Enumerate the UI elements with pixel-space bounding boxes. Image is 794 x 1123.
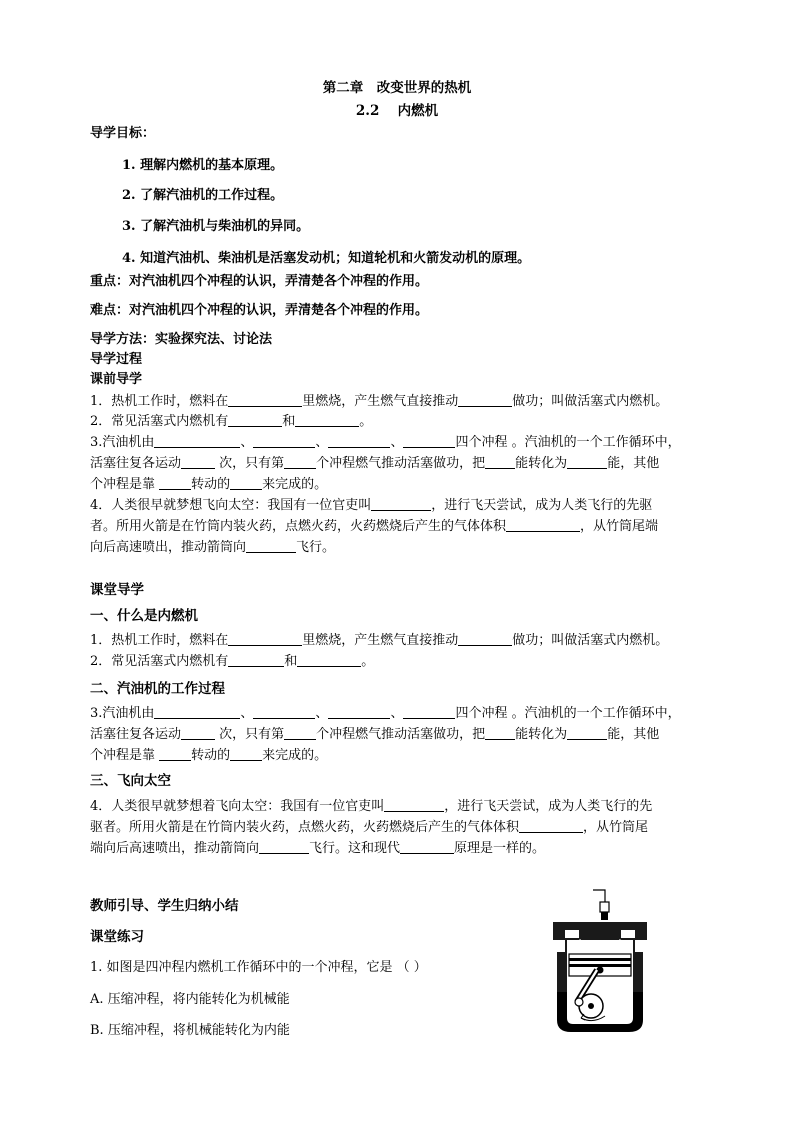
fill-blank[interactable] [328, 435, 390, 448]
practice-heading: 课堂练习 [90, 929, 144, 945]
pre-question-2: 2．常见活塞式内燃机有 和 。 [90, 414, 373, 429]
goal-item-2: 2. 了解汽油机的工作过程。 [122, 188, 284, 203]
fill-blank[interactable] [228, 654, 284, 667]
fill-blank[interactable] [253, 706, 315, 719]
pre-question-3-line-2: 活塞往复各运动 次，只有第 个冲程燃气推动活塞做功，把 能转化为 能，其他 [90, 456, 660, 471]
pre-heading: 课前导学 [90, 372, 143, 387]
fill-blank[interactable] [567, 727, 607, 740]
summary-heading: 教师引导、学生归纳小结 [90, 898, 239, 914]
option-a: A. 压缩冲程，将内能转化为机械能 [90, 992, 290, 1007]
fill-blank[interactable] [253, 435, 315, 448]
class-question-3-line-2: 活塞往复各运动 次，只有第 个冲程燃气推动活塞做功，把 能转化为 能，其他 [90, 727, 660, 742]
fill-blank[interactable] [230, 477, 262, 490]
fill-blank[interactable] [458, 633, 512, 646]
fill-blank[interactable] [181, 456, 215, 469]
fill-blank[interactable] [567, 456, 607, 469]
fill-blank[interactable] [403, 706, 455, 719]
fill-blank[interactable] [181, 727, 215, 740]
process-heading: 导学过程 [90, 352, 143, 367]
fill-blank[interactable] [458, 394, 512, 407]
pre-question-4-line-2: 者。所用火箭是在竹筒内装火药，点燃火药，火药燃烧后产生的气体体积 ，从竹筒尾端 [90, 519, 659, 534]
class-question-1: 1．热机工作时，燃料在 里燃烧，产生燃气直接推动 做功；叫做活塞式内燃机。 [90, 633, 669, 648]
fill-blank[interactable] [228, 633, 302, 646]
pre-question-3: 3.汽油机由 、 、 、 四个冲程 。汽油机的一个工作循环中， [90, 435, 681, 450]
fill-blank[interactable] [159, 748, 191, 761]
fill-blank[interactable] [297, 654, 361, 667]
fill-blank[interactable] [228, 394, 302, 407]
class-heading: 课堂导学 [90, 582, 144, 598]
engine-cylinder-diagram [549, 888, 651, 1034]
pre-question-3-line-3: 个冲程是靠 转动的 来完成的。 [90, 477, 328, 492]
pre-question-4: 4．人类很早就梦想飞向太空：我国有一位官吏叫 ，进行飞天尝试，成为人类飞行的先驱 [90, 498, 653, 513]
fill-blank[interactable] [384, 799, 444, 812]
part-3-heading: 三、飞向太空 [90, 773, 171, 789]
fill-blank[interactable] [246, 540, 296, 553]
class-question-3: 3.汽油机由 、 、 、 四个冲程 。汽油机的一个工作循环中， [90, 706, 681, 721]
fill-blank[interactable] [228, 414, 282, 427]
part-2-heading: 二、汽油机的工作过程 [90, 681, 225, 697]
fill-blank[interactable] [230, 748, 262, 761]
fill-blank[interactable] [295, 414, 359, 427]
difficulty: 难点：对汽油机四个冲程的认识，弄清楚各个冲程的作用。 [90, 303, 429, 318]
fill-blank[interactable] [400, 841, 454, 854]
chapter-title: 第二章 改变世界的热机 [322, 80, 472, 96]
key-point: 重点：对汽油机四个冲程的认识，弄清楚各个冲程的作用。 [90, 274, 429, 289]
pre-question-1: 1．热机工作时，燃料在 里燃烧，产生燃气直接推动 做功；叫做活塞式内燃机。 [90, 394, 669, 409]
class-question-2: 2．常见活塞式内燃机有 和 。 [90, 654, 375, 669]
class-question-4: 4．人类很早就梦想着飞向太空：我国有一位官吏叫 ，进行飞天尝试，成为人类飞行的先 [90, 799, 653, 814]
fill-blank[interactable] [371, 498, 431, 511]
part-1-heading: 一、什么是内燃机 [90, 608, 198, 624]
class-question-4-line-3: 端向后高速喷出，推动箭筒向 飞行。这和现代 原理是一样的。 [90, 841, 546, 856]
method: 导学方法：实验探究法、讨论法 [90, 332, 273, 347]
fill-blank[interactable] [506, 519, 580, 532]
practice-question-1: 1. 如图是四冲程内燃机工作循环中的一个冲程，它是 （ ） [90, 960, 427, 975]
fill-blank[interactable] [159, 477, 191, 490]
pre-question-4-line-3: 向后高速喷出，推动箭筒向 飞行。 [90, 540, 336, 555]
option-b: B. 压缩冲程，将机械能转化为内能 [90, 1023, 290, 1038]
fill-blank[interactable] [154, 435, 240, 448]
fill-blank[interactable] [328, 706, 390, 719]
fill-blank[interactable] [403, 435, 455, 448]
section-title: 2.2 内燃机 [355, 103, 439, 119]
fill-blank[interactable] [284, 456, 316, 469]
fill-blank[interactable] [259, 841, 309, 854]
fill-blank[interactable] [154, 706, 240, 719]
class-question-4-line-2: 驱者。所用火箭是在竹筒内装火药，点燃火药，火药燃烧后产生的气体体积 ，从竹筒尾 [90, 820, 649, 835]
goal-item-4: 4. 知道汽油机、柴油机是活塞发动机；知道轮机和火箭发动机的原理。 [122, 251, 531, 266]
fill-blank[interactable] [485, 456, 515, 469]
fill-blank[interactable] [485, 727, 515, 740]
fill-blank[interactable] [284, 727, 316, 740]
goals-heading: 导学目标： [90, 126, 156, 141]
goal-item-3: 3. 了解汽油机与柴油机的异同。 [122, 219, 310, 234]
class-question-3-line-3: 个冲程是靠 转动的 来完成的。 [90, 748, 328, 763]
fill-blank[interactable] [519, 820, 583, 833]
goal-item-1: 1. 理解内燃机的基本原理。 [122, 158, 284, 173]
